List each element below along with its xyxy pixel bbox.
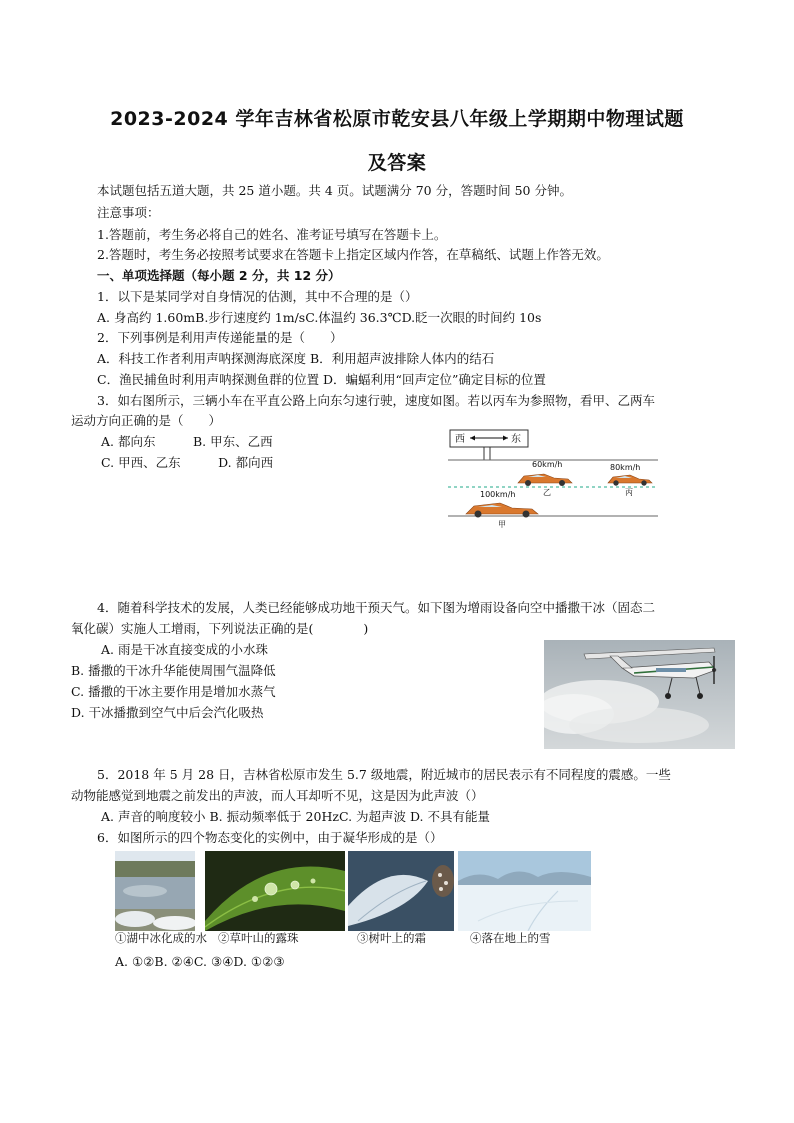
q4-option-d: D. 干冰播撒到空气中后会汽化吸热 [71, 705, 264, 720]
q4-stem-2: 氧化碳）实施人工增雨，下列说法正确的是( ) [71, 621, 369, 636]
section-1-heading: 一、单项选择题（每小题 2 分，共 12 分） [97, 268, 341, 283]
airplane-photo [544, 640, 735, 749]
q1-options: A. 身高约 1.60mB.步行速度约 1m/sC.体温约 36.3℃D.眨一次眼的时间约 10s [97, 310, 542, 325]
q4-stem-1: 4．随着科学技术的发展，人类已经能够成功地干预天气。如下图为增雨设备向空中播撒干冰（固态二 [97, 600, 655, 615]
q6-caption-2: ②草叶山的露珠 [218, 931, 299, 945]
notice-2: 2.答题时，考生务必按照考试要求在答题卡上指定区域内作答，在草稿纸、试题上作答无效。 [97, 247, 609, 262]
photo-dew-leaf [205, 851, 345, 931]
q6-caption-3: ③树叶上的霜 [357, 931, 426, 945]
car-jia [466, 503, 538, 518]
q6-caption-4: ④落在地上的雪 [470, 931, 551, 945]
intro-text: 本试题包括五道大题，共 25 道小题。共 4 页。试题满分 70 分，答题时间 50 分钟。 [97, 183, 572, 198]
q3-options-cd: C. 甲西、乙东 D. 都向西 [101, 455, 274, 470]
q2-options-cd: C．渔民捕鱼时利用声呐探测鱼群的位置 D．蝙蝠利用“回声定位”确定目标的位置 [97, 372, 546, 387]
q4-option-a: A. 雨是干冰直接变成的小水珠 [101, 642, 268, 657]
q3-stem-2: 运动方向正确的是（ ） [71, 413, 222, 428]
car-yi-speed: 60km/h [532, 460, 563, 469]
photo-frost-leaf [348, 851, 454, 931]
car-bing-speed: 80km/h [610, 463, 641, 472]
car-yi-label: 乙 [543, 488, 551, 497]
title-line-1: 2023-2024 学年吉林省松原市乾安县八年级上学期期中物理试题 [110, 108, 684, 130]
q6-options: A. ①②B. ②④C. ③④D. ①②③ [115, 954, 285, 969]
q5-stem-2: 动物能感觉到地震之前发出的声波，而人耳却听不见，这是因为此声波（） [71, 788, 484, 803]
east-label: 东 [511, 434, 521, 445]
car-yi [518, 474, 572, 486]
q2-options-ab: A．科技工作者利用声呐探测海底深度 B．利用超声波排除人体内的结石 [97, 351, 495, 366]
car-jia-label: 甲 [498, 520, 506, 529]
car-jia-speed: 100km/h [480, 490, 516, 499]
q3-options-ab: A. 都向东 B. 甲东、乙西 [101, 434, 273, 449]
q4-option-c: C. 播撒的干冰主要作用是增加水蒸气 [71, 684, 276, 699]
q6-stem: 6．如图所示的四个物态变化的实例中，由于凝华形成的是（） [97, 830, 443, 845]
q3-stem-1: 3．如右图所示，三辆小车在平直公路上向东匀速行驶，速度如图。若以丙车为参照物，看甲、乙两车 [97, 393, 655, 408]
q4-option-b: B. 播撒的干冰升华能使周围气温降低 [71, 663, 276, 678]
q5-options: A. 声音的响度较小 B. 振动频率低于 20HzC. 为超声波 D. 不具有能量 [101, 809, 491, 824]
notice-heading: 注意事项： [97, 205, 160, 220]
car-bing [608, 475, 652, 486]
photo-snow-ground [458, 851, 591, 931]
car-bing-label: 丙 [625, 488, 633, 497]
notice-1: 1.答题前，考生务必将自己的姓名、准考证号填写在答题卡上。 [97, 227, 447, 242]
q5-stem-1: 5．2018 年 5 月 28 日，吉林省松原市发生 5.7 级地震，附近城市的居民表示有不同程度的震感。一些 [97, 767, 671, 782]
photo-lake-ice [115, 851, 195, 931]
q3-cars-figure [440, 426, 660, 530]
q2-stem: 2．下列事例是利用声传递能量的是（ ） [97, 330, 343, 345]
q1-stem: 1．以下是某同学对自身情况的估测，其中不合理的是（） [97, 289, 418, 304]
west-label: 西 [455, 434, 465, 445]
title-line-2: 及答案 [367, 152, 427, 174]
q6-caption-1: ①湖中冰化成的水 [115, 931, 207, 945]
